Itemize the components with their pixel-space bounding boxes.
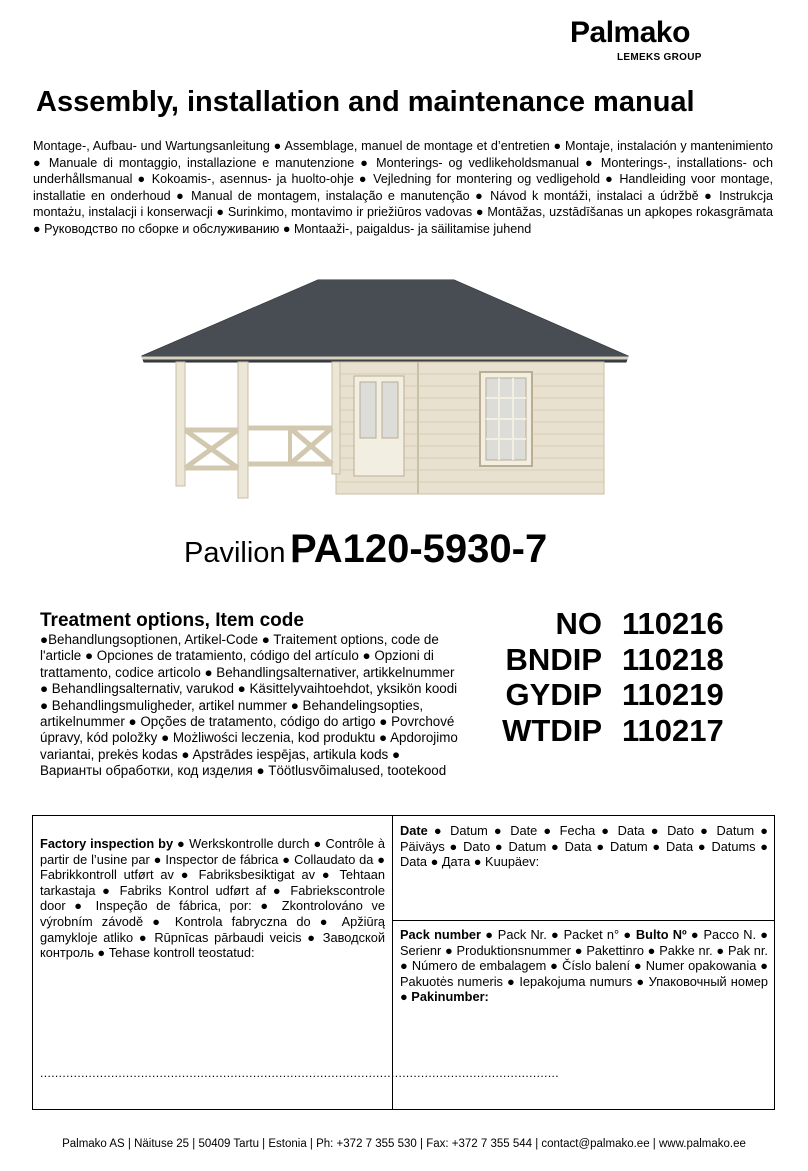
date-label: Date (400, 823, 428, 838)
treatment-prefix: BNDIP (505, 641, 602, 677)
treatment-prefix: GYDIP (505, 677, 602, 712)
brand-logo (560, 12, 740, 72)
signature-line: ........................................................................................................................................... (40, 1066, 560, 1080)
brand-name: Palmako (570, 16, 690, 49)
item-number: 110216 (622, 606, 724, 641)
item-code-row (500, 677, 726, 713)
item-number: 110217 (622, 712, 724, 748)
pack-number-translations: ● Pack Nr. ● Packet n° ● (481, 927, 636, 942)
factory-inspection-translations: ● Werkskontrolle durch ● Contrôle à partir de l’usine par ● Inspector de fábrica ● Collaudato da ● Fabrikkontroll utført av ● Fabriksbesiktigat av ● Tehtaan tarkastaja ● Fabriks Kontrol udført af ● Fabriekscontrole door ● Inspeção de fábrica, por: ● Zkontrolováno ve výrobním závodě ● Kontrola fabryczna do ● Apžiūrą gamykloje atliko ● Rūpnīcas pārbaudi veicis ● Заводской контроль ● (40, 836, 385, 961)
factory-inspection-text (40, 836, 385, 961)
pavilion-illustration (136, 278, 636, 504)
pack-number-translations-2: ● Pacco N. ● Serienr ● Produktionsnummer ● Pakettinro ● Pakke nr. ● Pak nr. ● Número de embalagem ● Číslo balení ● Numer opakowania ● Pakuotės numeris ● Iepakojuma numurs ● Упаковочный номер ● (400, 927, 768, 1005)
product-title (184, 527, 547, 572)
date-translations: ● Datum ● Date ● Fecha ● Data ● Dato ● Datum ● Päiväys ● Dato ● Datum ● Data ● Datum ● Data ● Datums ● Data ● Дата ● Kuupäev: (400, 823, 768, 870)
item-number: 110219 (622, 677, 724, 712)
company-footer: Palmako AS | Näituse 25 | 50409 Tartu | Estonia | Ph: +372 7 355 530 | Fax: +372 7 355 544 | contact@palmako.ee | www.palmako.ee (62, 1138, 746, 1150)
page-subtitle: Montage-, Aufbau- und Wartungsanleitung ● Assemblage, manuel de montage et d’entretien ● Montaje, instalación y mantenimiento ● Manuale di montaggio, installazione e manutenzione ● Monterings- og vedlikeholdsmanual ● Monterings-, installations- och underhållsmanual ● Kokoamis-, asennus- ja huolto-ohje ● Vejledning for montering og vedligehold ● Handleiding voor montage, installatie en onderhoud ● Manual de montagem, instalação e manutenção ● Návod k montáži, instalaci a údržbě ● Instrukcja montażu, instalacji i konserwacji ● Surinkimo, montavimo ir priežiūros vadovas ● Montāžas, uzstādīšanas un apkopes rokasgrāmata ● Руководство по сборке и обслуживанию ● Montaaži-, paigaldus- ja säilitamise juhend (33, 139, 773, 236)
treatment-prefix: WTDIP (502, 712, 602, 748)
item-number: 110218 (622, 641, 724, 677)
treatment-heading: Treatment options, Item code (40, 610, 304, 631)
treatment-translations: ●Behandlungsoptionen, Artikel-Code ● Traitement options, code de l'article ● Opciones de tratamiento, código del artículo ● Opzioni di trattamento, codice articolo ● Behandlingsalternativer, artikkelnummer ● Behandlingsalternativ, varukod ● Käsittelyvaihtoehdot, yksikön koodi ● Behandlingsmuligheder, artikel nummer ● Behandelingsopties, artikelnummer ● Opções de tratamento, código do artigo ● Povrchové úpravy, kód položky ● Możliwości leczenia, kod produktu ● Apdorojimo variantai, prekės kodas ● Apstrādes iespējas, artikula kods ● Варианты обработки, код изделия ● Töötlusvõimalused, tootekood (40, 632, 458, 779)
pack-number-text (400, 927, 768, 1005)
pack-number-end: Pakinumber: (411, 989, 489, 1005)
item-code-row (500, 713, 726, 749)
inspection-form (32, 815, 775, 1110)
item-code-row (500, 642, 726, 678)
item-codes (500, 606, 726, 748)
date-cell[interactable] (393, 816, 774, 921)
product-code: PA120-5930-7 (290, 527, 548, 571)
pack-number-bulto: Bulto Nº (635, 927, 687, 942)
factory-inspection-end: Tehase kontroll teostatud: (108, 945, 255, 961)
treatment-prefix: NO (555, 606, 602, 641)
pack-number-label: Pack number (400, 927, 482, 942)
item-code-row (500, 606, 726, 642)
product-type: Pavilion (184, 537, 286, 569)
pack-number-cell[interactable] (393, 921, 774, 1109)
date-text (400, 823, 768, 870)
page-title: Assembly, installation and maintenance manual (36, 86, 695, 118)
brand-group: LEMEKS GROUP (617, 52, 702, 63)
factory-inspection-label: Factory inspection by (40, 836, 174, 851)
